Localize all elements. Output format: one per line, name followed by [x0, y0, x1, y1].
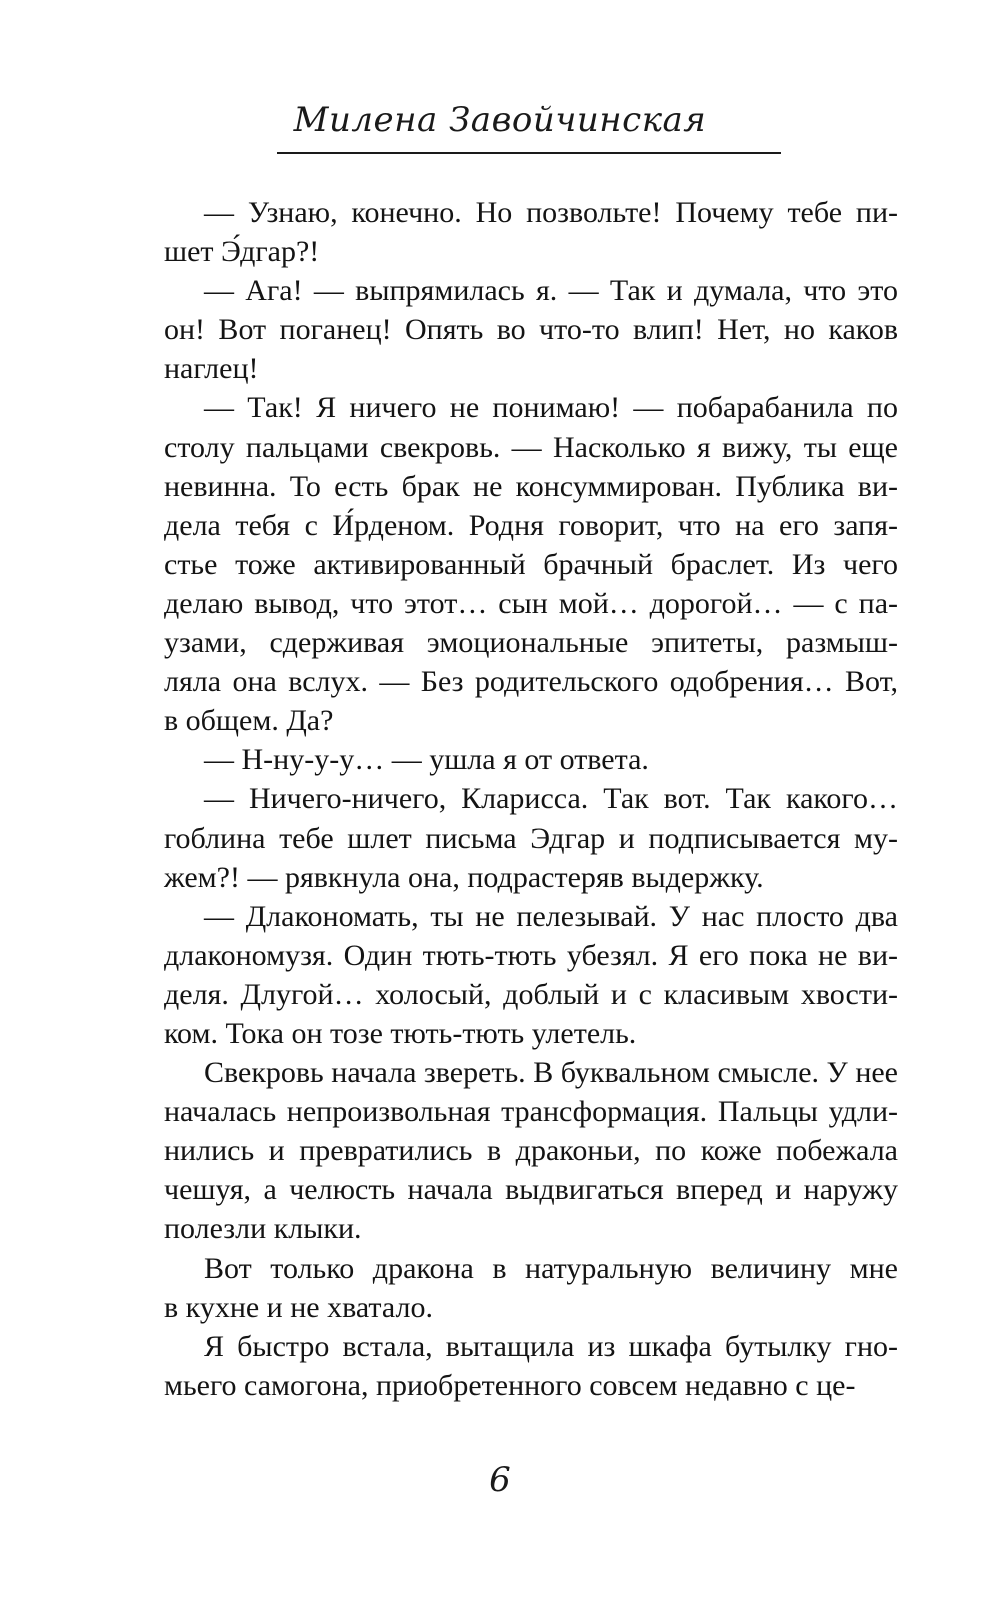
text-line: деля. Длугой… холосый, доблый и с класивым хвости- — [164, 977, 898, 1011]
text-line: невинна. То есть брак не консуммирован. Публика ви- — [164, 469, 898, 503]
text-line: в общем. Да? — [164, 704, 334, 738]
paragraph — [164, 779, 898, 896]
text-line: стье тоже активированный брачный браслет. Из чего — [164, 547, 898, 581]
text-line: он! Вот поганец! Опять во что-то влип! Нет, но каков — [164, 313, 898, 347]
text-line: Я быстро встала, вытащила из шкафа бутылку гно- — [204, 1329, 898, 1363]
text-line: гоблина тебе шлет письма Эдгар и подписывается му- — [164, 821, 898, 855]
paragraph — [164, 1327, 898, 1405]
text-line: — Узнаю, конечно. Но позвольте! Почему тебе пи- — [204, 196, 898, 229]
text-line: Вот только дракона в натуральную величину мне — [204, 1251, 898, 1285]
paragraph — [164, 897, 898, 1053]
paragraph — [164, 193, 898, 271]
text-line: — Ничего-ничего, Кларисса. Так вот. Так какого… — [204, 782, 898, 816]
paragraph — [164, 740, 898, 779]
text-line: жем?! — рявкнула она, подрастеряв выдержку. — [164, 860, 764, 894]
text-line: узами, сдерживая эмоциональные эпитеты, размыш- — [164, 626, 898, 660]
paragraph — [164, 271, 898, 388]
header-rule — [277, 152, 781, 154]
text-line: мьего самогона, приобретенного совсем недавно с це- — [164, 1368, 856, 1402]
text-line: ляла она вслух. — Без родительского одобрения… Вот, — [164, 665, 898, 699]
text-line: столу пальцами свекровь. — Насколько я вижу, ты еще — [164, 430, 898, 464]
running-head-author: Милена Завойчинская — [293, 100, 707, 140]
text-line: нились и превратились в драконьи, по коже побежала — [164, 1134, 898, 1168]
text-line: длакономузя. Один тють-тють убезял. Я его пока не ви- — [164, 938, 898, 972]
text-line: полезли клыки. — [164, 1212, 362, 1246]
text-line: шет Э́дгар?! — [164, 235, 320, 269]
body-text — [164, 193, 898, 1405]
text-line: делаю вывод, что этот… сын мой… дорогой… — с па- — [164, 586, 898, 620]
text-line: — Длакономать, ты не пелезывай. У нас плосто два — [204, 899, 898, 933]
text-line: ком. Тока он тозе тють-тють улетель. — [164, 1016, 637, 1050]
text-line: чешуя, а челюсть начала выдвигаться вперед и наружу — [164, 1173, 898, 1207]
text-line: в кухне и не хватало. — [164, 1290, 433, 1324]
page-number: 6 — [489, 1460, 511, 1500]
paragraph — [164, 388, 898, 740]
text-line: — Так! Я ничего не понимаю! — побарабанила по — [204, 391, 898, 425]
text-line: дела тебя с И́рденом. Родня говорит, что на его запя- — [164, 508, 898, 542]
text-line: началась непроизвольная трансформация. Пальцы удли- — [164, 1095, 898, 1129]
text-line: — Ага! — выпрямилась я. — Так и думала, что это — [204, 274, 898, 308]
text-line: наглец! — [164, 352, 259, 386]
paragraph — [164, 1053, 898, 1248]
text-line: — Н-ну-у-у… — ушла я от ответа. — [204, 743, 649, 777]
paragraph — [164, 1249, 898, 1327]
text-line: Свекровь начала звереть. В буквальном смысле. У нее — [204, 1056, 898, 1090]
